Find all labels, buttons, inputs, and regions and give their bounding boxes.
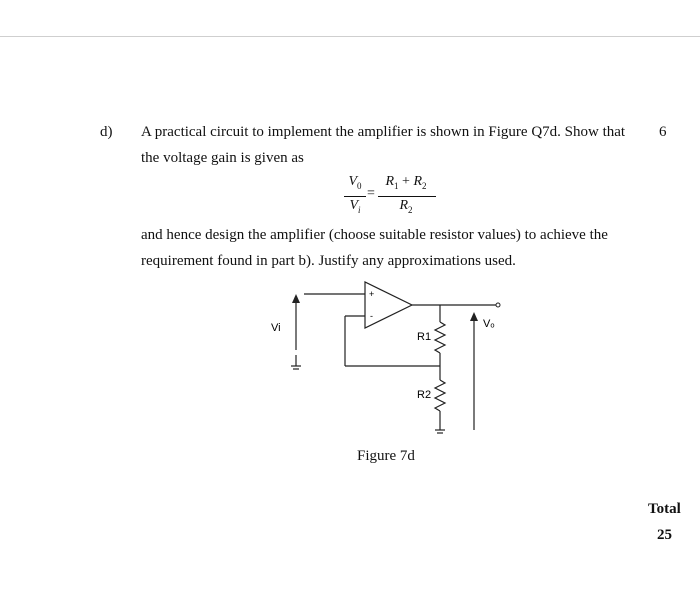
question-text-line-4: requirement found in part b). Justify any approximations used. [141, 253, 516, 269]
total-label: Total [648, 501, 681, 517]
question-text-line-3: and hence design the amplifier (choose suitable resistor values) to achieve the [141, 227, 608, 243]
output-voltage-label: Vₒ [483, 318, 495, 330]
resistor-r2 [435, 380, 445, 411]
equation-rhs-denominator: $R_2$ [399, 198, 413, 215]
equation-lhs-numerator: $V_0$ [348, 174, 362, 191]
vo-arrowhead [470, 312, 478, 321]
r1-label: R1 [417, 331, 432, 343]
question-marks: 6 [659, 124, 667, 140]
question-label: d) [100, 124, 113, 140]
resistor-r1 [435, 322, 445, 353]
op-amp-minus: - [370, 311, 373, 321]
r2-label: R2 [417, 389, 432, 401]
equation-equals: = [367, 186, 375, 201]
figure-caption: Figure 7d [357, 448, 415, 464]
equation-lhs-denominator: $V_i$ [349, 198, 361, 215]
total-value: 25 [657, 527, 672, 543]
op-amp-plus: + [369, 289, 375, 299]
input-voltage-label: Vi [271, 322, 281, 334]
question-text-line-1: A practical circuit to implement the amplifier is shown in Figure Q7d. Show that [141, 124, 626, 140]
question-text-line-2: the voltage gain is given as [141, 150, 304, 166]
vi-arrowhead [292, 294, 300, 303]
output-terminal [496, 303, 500, 307]
equation-rhs-numerator: $R_1 + R_2$ [385, 174, 427, 191]
